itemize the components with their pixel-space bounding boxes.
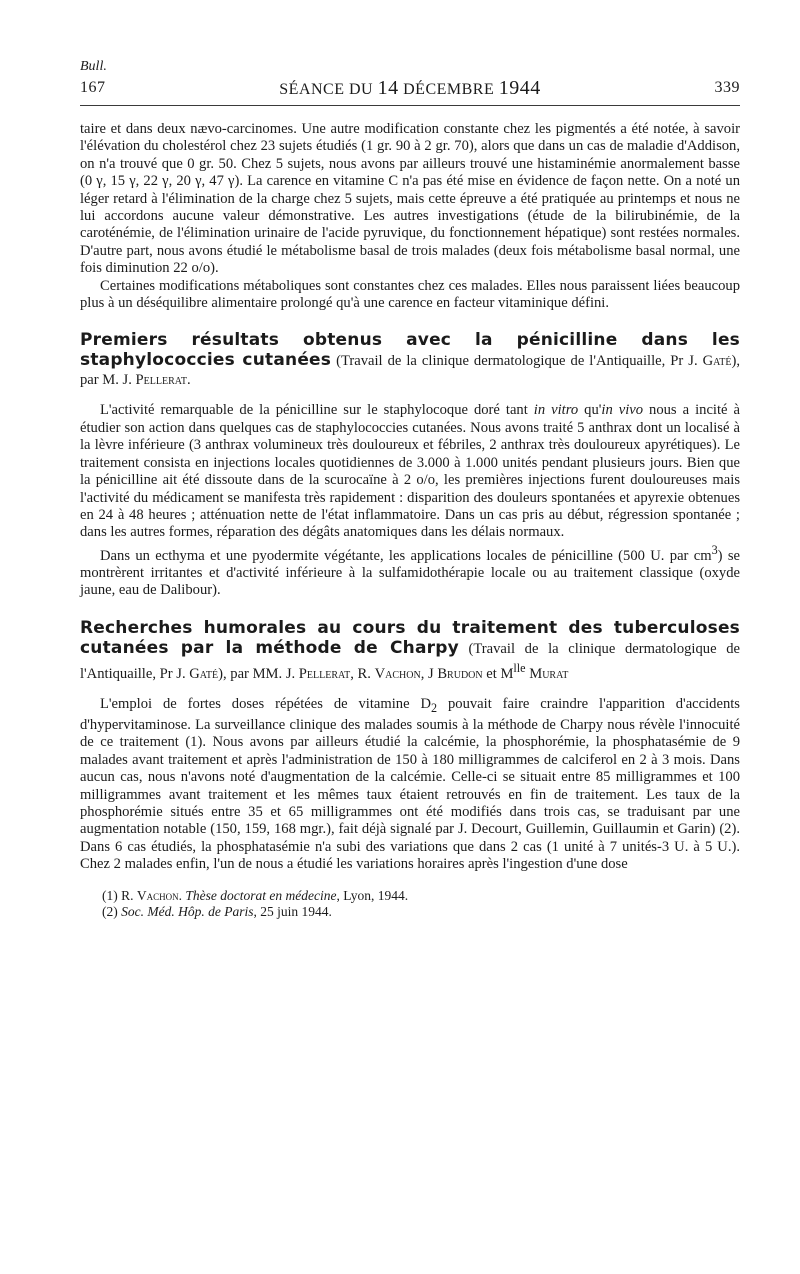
section-2-join-3: , J <box>420 665 438 682</box>
section-1-heading <box>80 331 740 390</box>
section-1-title-end: . <box>187 372 191 389</box>
section-1-title: Premiers résultats obtenus avec la pénicilline dans les staphylococcies cutanées <box>80 330 740 371</box>
section-2-join-2: , R. <box>350 665 375 682</box>
journal-abbreviation: Bull. <box>80 59 107 74</box>
footnote-1-author: Vachon <box>136 887 179 903</box>
header-title <box>80 75 740 103</box>
header-rule <box>80 105 740 106</box>
section-2-join-1: ), par MM. J. <box>218 665 299 682</box>
section-2-join-4: et M <box>482 665 514 682</box>
intro-paragraph-2: Certaines modifications métaboliques sont constantes chez ces malades. Elles nous paraissent liées beaucoup plus à un déséquilibre alimentaire prolongé qu'à une carence en facteur vitaminique défini. <box>80 277 740 312</box>
section-2-paragraph-1 <box>80 696 740 874</box>
footnote-2-title: Soc. Méd. Hôp. de Paris <box>121 903 254 919</box>
section-2-author-brudon: Brudon <box>437 665 483 682</box>
section-2-title: Recherches humorales au cours du traitement des tuberculoses cutanées par la méthode de Charpy <box>80 617 740 658</box>
section-2-body <box>80 696 740 874</box>
section-1-author-gate: Gaté <box>702 353 732 370</box>
section-2-p1-subscript: 2 <box>431 700 438 715</box>
section-2-author-gate: Gaté <box>189 665 219 682</box>
footnote-2-number: (2) <box>102 903 122 919</box>
section-2-author-murat: Murat <box>525 665 569 682</box>
header-left-number: 167 <box>80 79 106 96</box>
section-1-author-pellerat: Pellerat <box>135 372 187 389</box>
footnote-1-title: Thèse doctorat en médecine <box>185 887 337 903</box>
footnote-2 <box>102 904 740 920</box>
section-2-author-vachon: Vachon <box>374 665 421 682</box>
footnote-1-separator: . <box>178 887 186 903</box>
section-2-p1-text-a: L'emploi de fortes doses répétées de vitamine D <box>100 695 432 712</box>
intro-text <box>80 121 740 312</box>
section-1-p2-text-a: Dans un ecthyma et une pyodermite végétante, les applications locales de pénicilline (500 U. par cm <box>100 547 712 564</box>
section-1-p1-in-vivo: in vivo <box>601 402 644 419</box>
section-2-heading <box>80 619 740 684</box>
section-2-affiliation: (Travail de la clinique dermatologique de l'Antiquaille, Pr J. <box>80 640 740 682</box>
section-2-author-pellerat: Pellerat <box>298 665 351 682</box>
header-title-year: 1944 <box>498 77 541 99</box>
section-1-p1-in-vitro: in vitro <box>533 402 579 419</box>
header-title-prefix: SÉANCE DU <box>279 81 378 98</box>
intro-paragraph-1: taire et dans deux nævo-carcinomes. Une autre modification constante chez les pigmentés a été notée, à savoir l'élévation du cholestérol chez 23 sujets étudiés (1 gr. 90 à 2 gr. 70), alors que dans un cas de maladie d'Addison, on n'a trouvé que 0 gr. 50. Chez 5 sujets, nous avons par ailleurs trouvé une histaminémie anormalement basse (0 γ, 15 γ, 22 γ, 20 γ, 47 γ). La carence en vitamine C n'a pas été mise en évidence de façon nette. On a noté un léger retard à l'élimination de la charge chez 5 sujets, mais cette épreuve a été pratiquée au printemps et nous ne lui accordons aucune valeur démonstrative. Les autres investigations (étude de la bilirubinémie, de la caroténémie, de l'élimination urinaire de l'acide pyruvique, du fonctionnement hépatique) sont restées normales. D'autre part, nous avons étudié le métabolisme basal de trois malades (deux fois métabolisme basal normal, une fois diminution 22 o/o). <box>80 121 740 277</box>
running-header <box>80 75 740 101</box>
section-1-p2-superscript: 3 <box>711 542 718 557</box>
header-title-mid: DÉCEMBRE <box>398 81 499 98</box>
section-1-p2-text-b: ) se montrèrent irritantes et d'activité inférieure à la sulfamidothérapie locale ou au traitement classique (oxyde jaune, eau de Dalibour). <box>80 547 740 599</box>
document-page <box>80 58 740 920</box>
footnote-1-rest: , Lyon, 1944. <box>336 887 409 903</box>
section-1-paragraph-1 <box>80 402 740 541</box>
footnotes <box>80 888 740 920</box>
section-1-affiliation: (Travail de la clinique dermatologique de l'Antiquaille, Pr J. <box>331 353 703 370</box>
page-number: 339 <box>714 79 740 96</box>
section-2-mlle-superscript: lle <box>513 660 526 675</box>
section-1-p1-text-b: qu' <box>578 402 602 419</box>
footnote-2-rest: , 25 juin 1944. <box>253 903 332 919</box>
header-title-day: 14 <box>377 77 399 99</box>
section-1-body <box>80 402 740 599</box>
footnote-1 <box>102 888 740 904</box>
section-1-author-join: ), par M. J. <box>80 353 740 389</box>
section-1-p1-text-a: L'activité remarquable de la pénicilline sur le staphylocoque doré tant <box>100 402 534 419</box>
footnote-1-number: (1) R. <box>102 887 137 903</box>
section-1-paragraph-2 <box>80 542 740 600</box>
section-2-p1-text-b: pouvait faire craindre l'apparition d'accidents d'hypervitaminose. La surveillance clinique des malades soumis à la méthode de Charpy nous révèle l'innocuité de ce traitement (1). Nous avons par ailleurs étudié la calcémie, la phosphorémie, la phosphatasémie de 9 malades avant traitement et après l'administration de 150 à 180 milligrammes de calciferol en 2 à 3 mois. Dans aucun cas, nous n'avons noté d'augmentation de la calcémie. Celle-ci se situait entre 85 milligrammes et 100 milligrammes avant traitement et les mêmes taux étaient retrouvés en fin de traitement. Les taux de la phosphorémie situés entre 35 et 65 milligrammes ont été modifiés dans trois cas, se traduisant par une augmentation notable (150, 159, 168 mgr.), fait déjà signalé par J. Decourt, Guillemin, Guillaumin et Garin) (2). Dans 6 cas étudiés, la phosphatasémie n'a subi des variations que dans 2 cas (1 unité à 7 unités-3 U. à 5 U.). Chez 2 malades enfin, l'un de nous a étudié les variations horaires après l'ingestion d'une dose <box>80 695 740 873</box>
section-1-p1-text-c: nous a incité à étudier son action dans quelques cas de staphylococcies cutanées. Nous avons traité 5 anthrax dont un localisé à la lèvre inférieure (3 anthrax volumineux très douloureux et fébriles, 2 anthrax très douloureux apyrétiques). Le traitement consista en injections locales quotidiennes de 3.000 à 1.000 unités pendant plusieurs jours. Bien que la pénicilline ait été dissoute dans de la scurocaïne à 2 o/o, les premières injections furent douloureuses mais l'activité du médicament se manifesta très rapidement : disparition des douleurs spontanées et apyrexie obtenues en 24 à 48 heures ; atténuation nette de l'état inflammatoire. Dans un cas pris au début, régression spontanée ; dans les autres formes, réparation des dégâts anatomiques dans les délais normaux. <box>80 402 740 541</box>
